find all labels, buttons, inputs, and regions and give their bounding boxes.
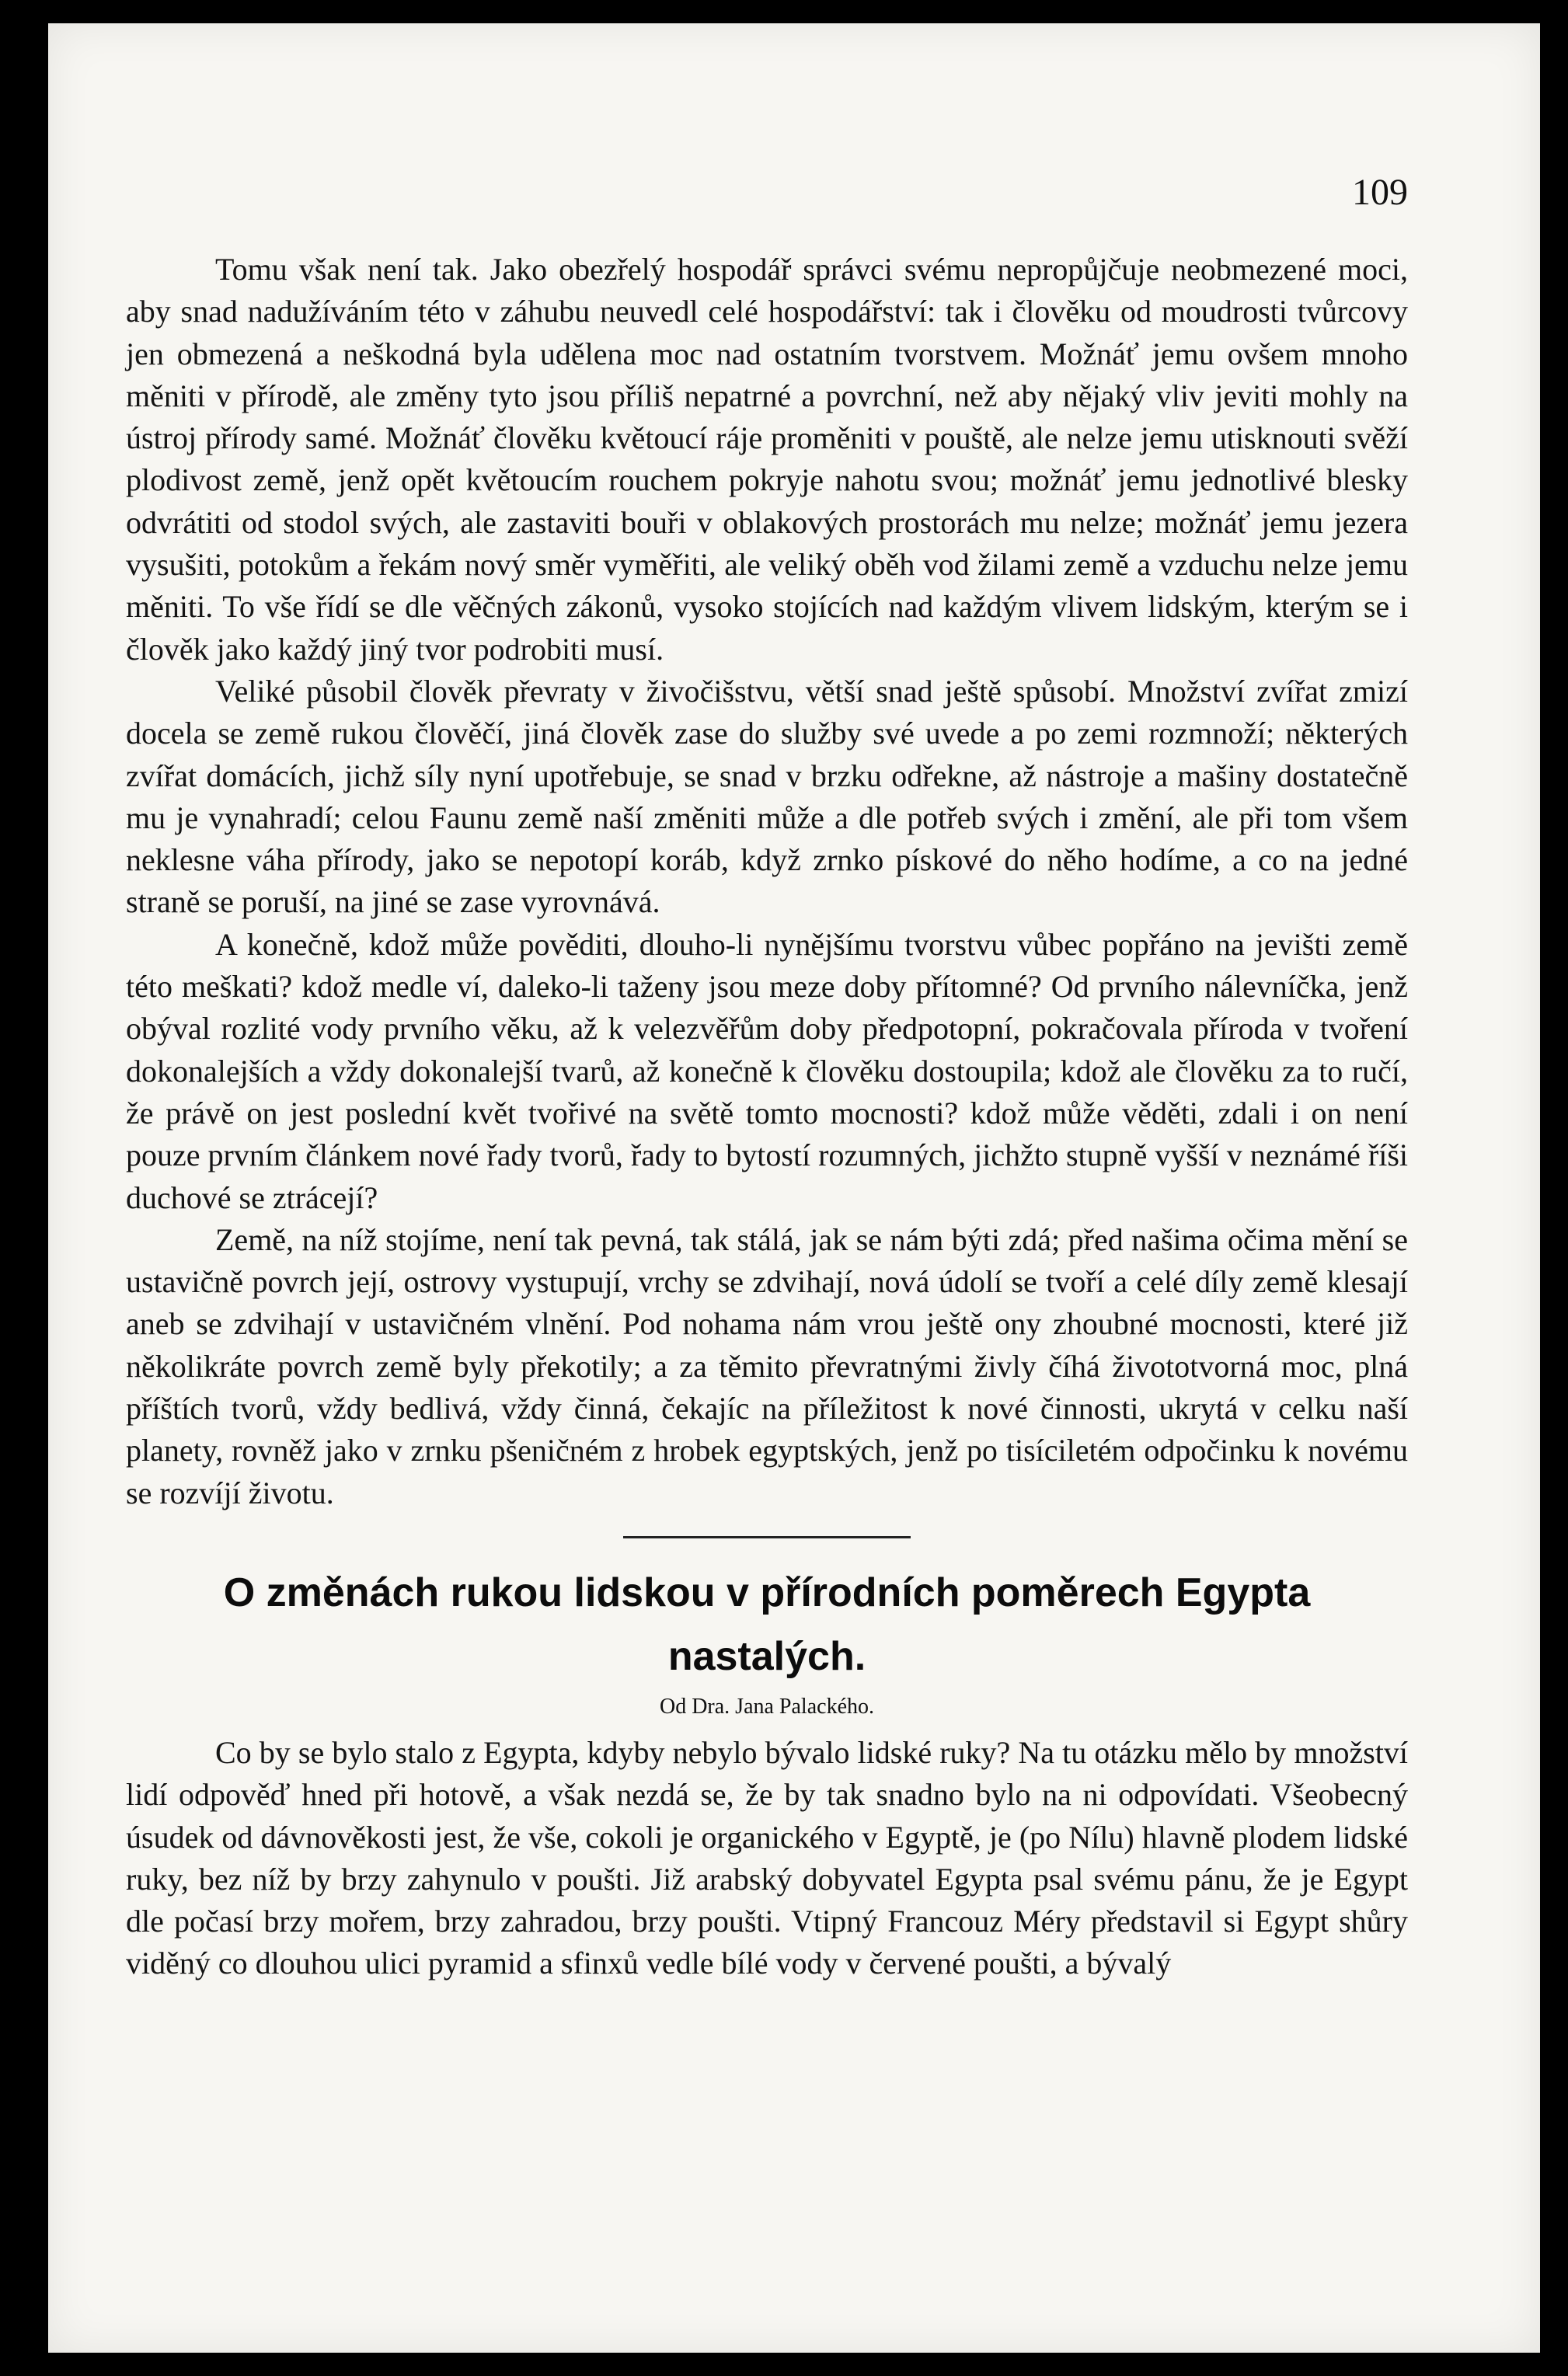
paragraph: Země, na níž stojíme, není tak pevná, tak stálá, jak se nám býti zdá; před našima očima mění se ustavičně povrch její, ostrovy vystupují, vrchy se zdvihají, nová údolí se tvoří a celé díly země klesají aneb se zdvihají v ustavičném vlnění. Pod nohama nám vrou ještě ony zhoubné mocnosti, které již několikráte povrch země byly překotily; a za těmito převratnými živly číhá živototvorná moc, plná příštích tvorů, vždy bedlivá, vždy činná, čekajíc na příležitost k nové činnosti, ukrytá v celku naší planety, rovněž jako v zrnku pšeničném z hrobek egyptských, jenž po tisíciletém odpočinku k novému se rozvíjí životu. xyxy=(126,1221,1408,1510)
book-page xyxy=(48,23,1540,2353)
article-title: O změnách rukou lidskou v přírodních poměrech Egypta nastalých. xyxy=(223,1569,1311,1679)
divider-rule xyxy=(623,1536,911,1538)
page-number: 109 xyxy=(1352,172,1408,213)
paragraph: Veliké působil člověk převraty v živočišstvu, větší snad ještě spůsobí. Množství zvířat zmizí docela se země rukou člověčí, jiná člověk zase do služby své uvede a po zemi rozmnoží; některých zvířat domácích, jichž síly nyní upotřebuje, se snad v brzku odřekne, až nástroje a mašiny dostatečně mu je vynahradí; celou Faunu země naší změniti může a dle potřeb svých i změní, ale při tom všem neklesne váha přírody, jako se nepotopí koráb, když zrnko pískové do něho hodíme, a co na jedné straně se poruší, na jiné se zase vyrovnává. xyxy=(126,673,1408,920)
section-divider xyxy=(126,1514,1408,1561)
paragraph: Tomu však není tak. Jako obezřelý hospodář správci svému nepropůjčuje neobmezené moci, aby snad nadužíváním této v záhubu neuvedl celé hospodářství: tak i člověku od moudrosti tvůrcovy jen obmezená a neškodná byla udělena moc nad ostatním tvorstvem. Možnáť jemu ovšem mnoho měniti v přírodě, ale změny tyto jsou příliš nepatrné a povrchní, než aby nějaký vliv jeviti mohly na ústroj přírody samé. Možnáť člověku květoucí ráje proměniti v pouště, ale nelze jemu utisknouti svěží plodivost země, jenž opět květoucím rouchem pokryje nahotu svou; možnáť jemu jednotlivé blesky odvrátiti od stodol svých, ale zastaviti bouři v oblakových prostorách mu nelze; možnáť jemu jezera vysušiti, potokům a řekám nový směr vyměřiti, ale veliký oběh vod žilami země a vzduchu nelze jemu měniti. To vše řídí se dle věčných zákonů, vysoko stojících nad každým vlivem lidským, kterým se i člověk jako každý jiný tvor podrobiti musí. xyxy=(126,252,1408,667)
article-byline: Od Dra. Jana Palackého. xyxy=(659,1694,874,1719)
paragraph: A konečně, kdož může pověditi, dlouho-li nynějšímu tvorstvu vůbec popřáno na jevišti země této meškati? kdož medle ví, daleko-li taženy jsou meze doby přítomné? Od prvního nálevníčka, jenž obýval rozlité vody prvního věku, až k velezvěřům doby předpotopní, pokračovala příroda v tvoření dokonalejších a vždy dokonalejší tvarů, až konečně k člověku dostoupila; kdož ale člověku za to ručí, že právě on jest poslední květ tvořivé na světě tomto mocnosti? kdož může věděti, zdali i on není pouze prvním článkem nové řady tvorů, řady to bytostí rozumných, jichžto stupně vyšší v neznámé říši duchové se ztrácejí? xyxy=(126,926,1408,1215)
page-text xyxy=(126,249,1408,1985)
article-paragraph: Co by se bylo stalo z Egypta, kdyby nebylo bývalo lidské ruky? Na tu otázku mělo by množství lidí odpověď hned při hotově, a však nezdá se, že by tak snadno bylo na ni odpovídati. Všeobecný úsudek od dávnověkosti jest, že vše, cokoli je organického v Egyptě, je (po Nílu) hlavně plodem lidské ruky, bez níž by brzy zahynulo v poušti. Již arabský dobyvatel Egypta psal svému pánu, že je Egypt dle počasí brzy mořem, brzy zahradou, brzy poušti. Vtipný Francouz Méry představil si Egypt shůry viděný co dlouhou ulici pyramid a sfinxů vedle bílé vody v červené poušti, a bývalý xyxy=(126,1734,1408,1981)
